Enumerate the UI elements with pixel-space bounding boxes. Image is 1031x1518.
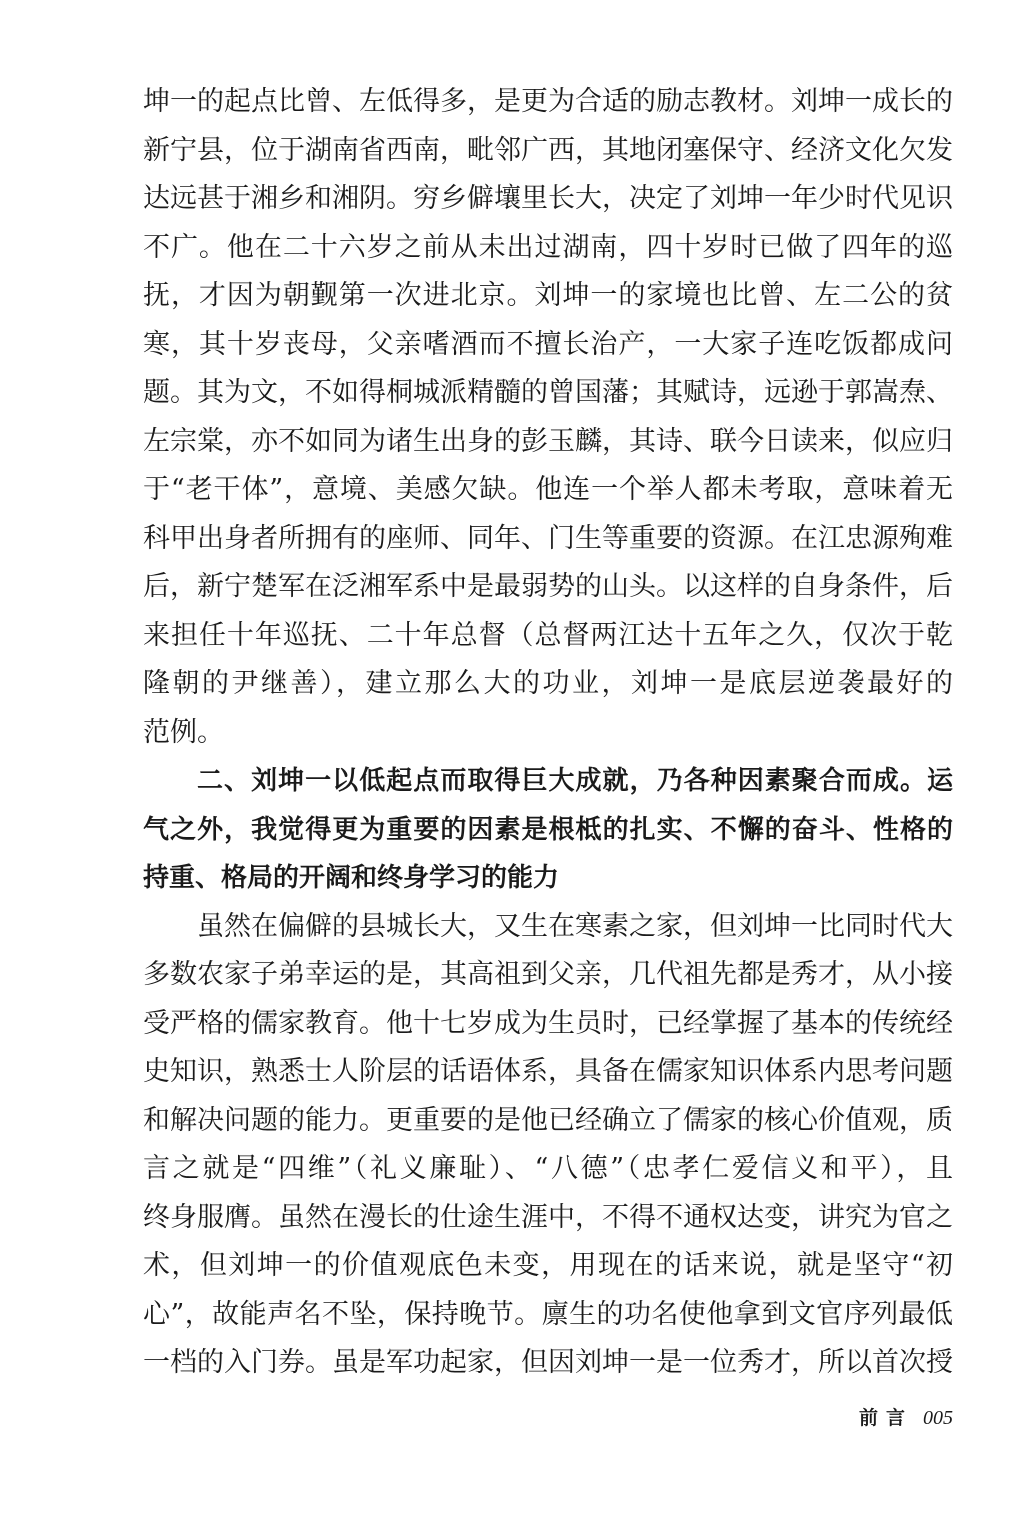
text-line: 寒，其十岁丧母，父亲嗜酒而不擅长治产，一大家子连吃饭都成问 bbox=[143, 328, 953, 360]
text-line: 范例。 bbox=[143, 716, 224, 748]
text-line: 后，新宁楚军在泛湘军系中是最弱势的山头。以这样的自身条件，后 bbox=[143, 571, 953, 602]
text-line: 于“老干体”，意境、美感欠缺。他连一个举人都未考取，意味着无 bbox=[143, 474, 953, 505]
section-name: 前言 bbox=[858, 1407, 913, 1429]
text-line: 心”，故能声名不坠，保持晚节。廪生的功名使他拿到文官序列最低 bbox=[143, 1298, 953, 1330]
text-line: 和解决问题的能力。更重要的是他已经确立了儒家的核心价值观，质 bbox=[143, 1104, 953, 1136]
text-line: 左宗棠，亦不如同为诸生出身的彭玉麟，其诗、联今日读来，似应归 bbox=[143, 425, 953, 457]
text-line: 虽然在偏僻的县城长大，又生在寒素之家，但刘坤一比同时代大 bbox=[197, 910, 953, 942]
text-line: 术，但刘坤一的价值观底色未变，用现在的话来说，就是坚守“初 bbox=[143, 1250, 953, 1281]
heading-line: 持重、格局的开阔和终身学习的能力 bbox=[143, 863, 560, 893]
heading-line: 气之外，我觉得更为重要的因素是根柢的扎实、不懈的奋斗、性格的 bbox=[143, 814, 953, 845]
text-line: 达远甚于湘乡和湘阴。穷乡僻壤里长大，决定了刘坤一年少时代见识 bbox=[143, 183, 953, 214]
text-line: 不广。他在二十六岁之前从未出过湖南，四十岁时已做了四年的巡 bbox=[143, 231, 953, 263]
section-heading bbox=[143, 757, 953, 903]
text-line: 隆朝的尹继善），建立那么大的功业，刘坤一是底层逆袭最好的 bbox=[143, 668, 953, 699]
paragraph-1 bbox=[143, 78, 953, 757]
text-line: 言之就是“四维”（礼义廉耻）、“八德”（忠孝仁爱信义和平），且 bbox=[143, 1153, 953, 1184]
text-line: 终身服膺。虽然在漫长的仕途生涯中，不得不通权达变，讲究为官之 bbox=[143, 1201, 953, 1233]
text-line: 一档的入门券。虽是军功起家，但因刘坤一是一位秀才，所以首次授 bbox=[143, 1347, 953, 1378]
text-line: 来担任十年巡抚、二十年总督（总督两江达十五年之久，仅次于乾 bbox=[143, 619, 953, 651]
paragraph-2 bbox=[143, 903, 953, 1388]
text-line: 科甲出身者所拥有的座师、同年、门生等重要的资源。在江忠源殉难 bbox=[143, 522, 953, 554]
page-footer bbox=[850, 1403, 953, 1433]
text-line: 史知识，熟悉士人阶层的话语体系，具备在儒家知识体系内思考问题 bbox=[143, 1056, 953, 1087]
text-line: 坤一的起点比曾、左低得多，是更为合适的励志教材。刘坤一成长的 bbox=[143, 86, 953, 117]
text-line: 题。其为文，不如得桐城派精髓的曾国藩；其赋诗，远逊于郭嵩焘、 bbox=[143, 377, 953, 408]
text-line: 多数农家子弟幸运的是，其高祖到父亲，几代祖先都是秀才，从小接 bbox=[143, 959, 953, 990]
text-line: 新宁县，位于湖南省西南，毗邻广西，其地闭塞保守、经济文化欠发 bbox=[143, 134, 953, 166]
page-number: 005 bbox=[923, 1407, 953, 1429]
page-body bbox=[143, 78, 953, 1388]
heading-line: 二、刘坤一以低起点而取得巨大成就，乃各种因素聚合而成。运 bbox=[197, 766, 953, 796]
text-line: 受严格的儒家教育。他十七岁成为生员时，已经掌握了基本的传统经 bbox=[143, 1007, 953, 1039]
text-line: 抚，才因为朝觐第一次进北京。刘坤一的家境也比曾、左二公的贫 bbox=[143, 280, 953, 311]
